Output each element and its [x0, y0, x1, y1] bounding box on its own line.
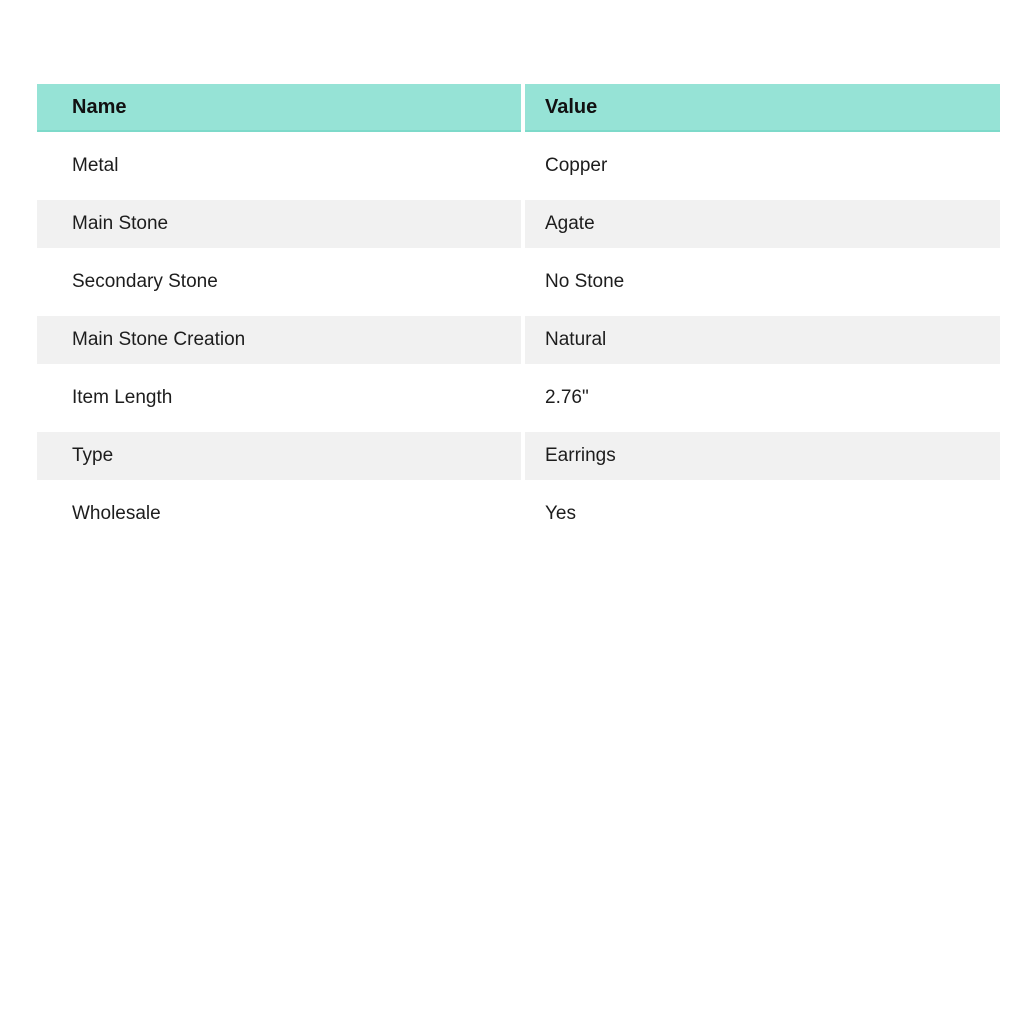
table-row — [37, 490, 1000, 538]
row-value-cell: Agate — [525, 200, 1000, 248]
table-row — [37, 432, 1000, 480]
row-name-cell: Type — [37, 432, 521, 480]
row-name-cell: Secondary Stone — [37, 258, 521, 306]
column-header-name: Name — [37, 84, 521, 132]
table-header-row — [37, 84, 1000, 132]
row-name-cell: Wholesale — [37, 490, 521, 538]
row-value-cell: Yes — [525, 490, 1000, 538]
row-name-cell: Main Stone Creation — [37, 316, 521, 364]
row-value-cell: Earrings — [525, 432, 1000, 480]
row-name-cell: Metal — [37, 142, 521, 190]
table-row — [37, 142, 1000, 190]
row-value-cell: Copper — [525, 142, 1000, 190]
attributes-table-container — [33, 74, 1004, 548]
row-name-cell: Main Stone — [37, 200, 521, 248]
row-value-cell: 2.76" — [525, 374, 1000, 422]
row-name-cell: Item Length — [37, 374, 521, 422]
attributes-table — [33, 74, 1004, 548]
row-value-cell: No Stone — [525, 258, 1000, 306]
table-row — [37, 374, 1000, 422]
row-value-cell: Natural — [525, 316, 1000, 364]
table-row — [37, 200, 1000, 248]
table-row — [37, 258, 1000, 306]
column-header-value: Value — [525, 84, 1000, 132]
table-row — [37, 316, 1000, 364]
